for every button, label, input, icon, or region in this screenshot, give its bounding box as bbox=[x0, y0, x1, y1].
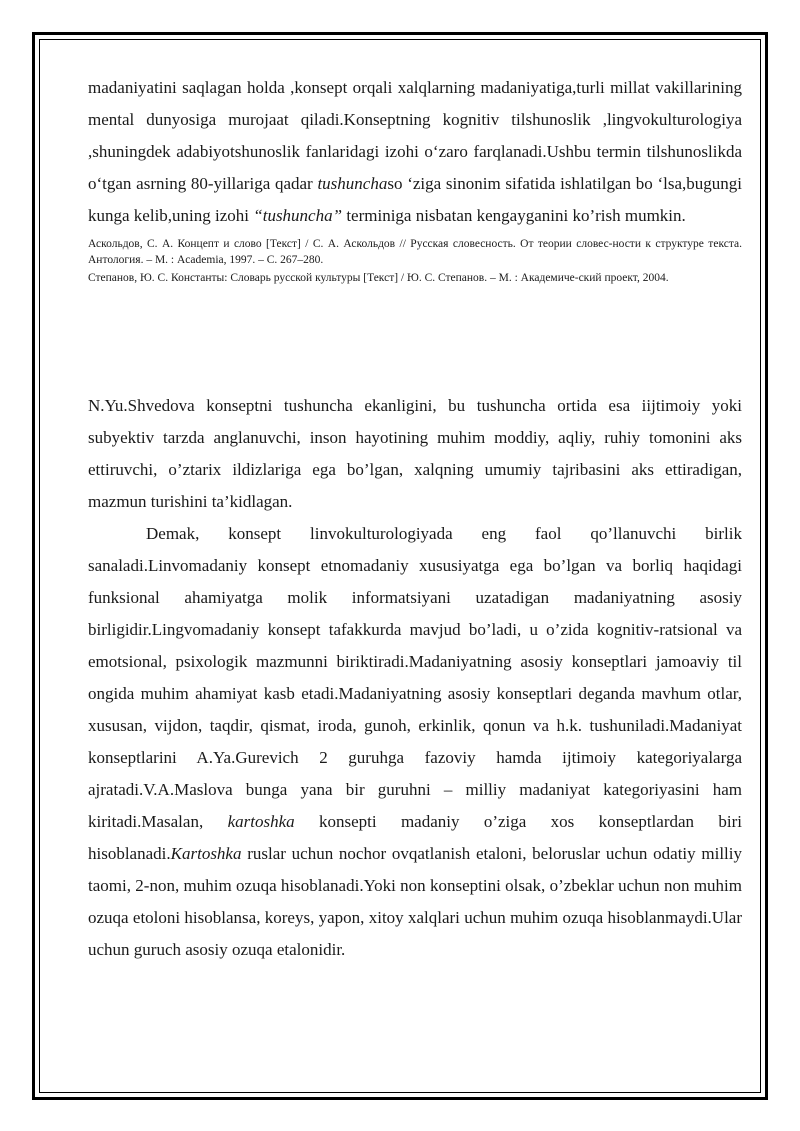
paragraph-1-text-c: terminiga nisbatan kengayganini ko’rish mumkin. bbox=[342, 206, 686, 225]
italic-term-tushuncha-quoted: “tushuncha” bbox=[253, 206, 343, 225]
paragraph-1-text-a: madaniyatini saqlagan holda ,konsept orqali xalqlarning madaniyatiga,turli millat vakillarining mental dunyosiga murojaat qiladi.Konseptning kognitiv tilshunoslik ,lingvokulturologiya ,shuningdek adabiyotshunoslik fanlaridagi izohi o‘zaro farqlanadi.Ushbu termin tilshunoslikda o‘tgan asrning 80-yillariga qadar bbox=[88, 78, 742, 193]
footnotes bbox=[88, 236, 742, 286]
paragraph-3 bbox=[88, 518, 742, 966]
document-body bbox=[88, 72, 742, 966]
paragraph-3-text-a: Demak, konsept linvokulturologiyada eng faol qo’llanuvchi birlik sanaladi.Linvomadaniy konsept etnomadaniy xususiyatga ega bo’lgan va borliq haqidagi funksional ahamiyatga molik informatsiyani uzatadigan madaniyatning asosiy birligidir.Lingvomadaniy konsept tafakkurda mavjud bo’ladi, u o’zida kognitiv-ratsional va emotsional, psixologik mazmunni biriktiradi.Madaniyatning asosiy konseptlari jamoaviy til ongida muhim ahamiyat kasb etadi.Madaniyatning asosiy konseptlari deganda mavhum otlar, xususan, vijdon, taqdir, qismat, iroda, gunoh, erkinlik, qonun va h.k. tushuniladi.Madaniyat konseptlarini A.Ya.Gurevich 2 guruhga fazoviy hamda ijtimoiy kategoriyalarga ajratadi.V.A.Maslova bunga yana bir guruhni – milliy madaniyat kategoriyasini ham kiritadi.Masalan, bbox=[88, 524, 742, 831]
paragraph-1 bbox=[88, 72, 742, 232]
footnote-2: Степанов, Ю. С. Константы: Словарь русской культуры [Текст] / Ю. С. Степанов. – М. : Академиче-ский проект, 2004. bbox=[88, 272, 669, 284]
italic-term-kartoshka-2: Kartoshka bbox=[170, 844, 242, 863]
paragraph-2: N.Yu.Shvedova konseptni tushuncha ekanligini, bu tushuncha ortida esa iijtimoiy yoki subyektiv tarzda anglanuvchi, inson hayotining muhim moddiy, aqliy, ruhiy tomonini aks ettiruvchi, o’ztarix ildizlariga ega bo’lgan, xalqning umumiy tajribasini aks ettiradigan, mazmun turishini ta’kidlagan. bbox=[88, 396, 742, 511]
italic-term-kartoshka: kartoshka bbox=[227, 812, 295, 831]
footnote-1: Аскольдов, С. А. Концепт и слово [Текст] / С. А. Аскольдов // Русская словесность. От теории словес-ности к структуре текста. Антология. – М. : Academia, 1997. – С. 267–280. bbox=[88, 238, 742, 266]
paragraph-1-text-b: so ‘ziga sinonim sifatida ishlatilgan bo ‘lsa,bugungi kunga kelib,uning izohi bbox=[88, 174, 742, 225]
italic-term-tushuncha: tushuncha bbox=[317, 174, 388, 193]
paragraph-3-text-c: ruslar uchun nochor ovqatlanish etaloni, beloruslar uchun odatiy milliy taomi, 2-non, muhim ozuqa hisoblanadi.Yoki non konseptini olsak, o’zbeklar uchun non muhim ozuqa etoloni hisoblansa, koreys, yapon, xitoy xalqlari uchun muhim ozuqa hisoblanmaydi.Ular uchun guruch asosiy ozuqa etalonidir. bbox=[88, 844, 742, 959]
paragraph-3-text-b: konsepti madaniy o’ziga xos konseptlardan biri hisoblanadi. bbox=[88, 812, 742, 863]
blank-space bbox=[88, 288, 742, 390]
